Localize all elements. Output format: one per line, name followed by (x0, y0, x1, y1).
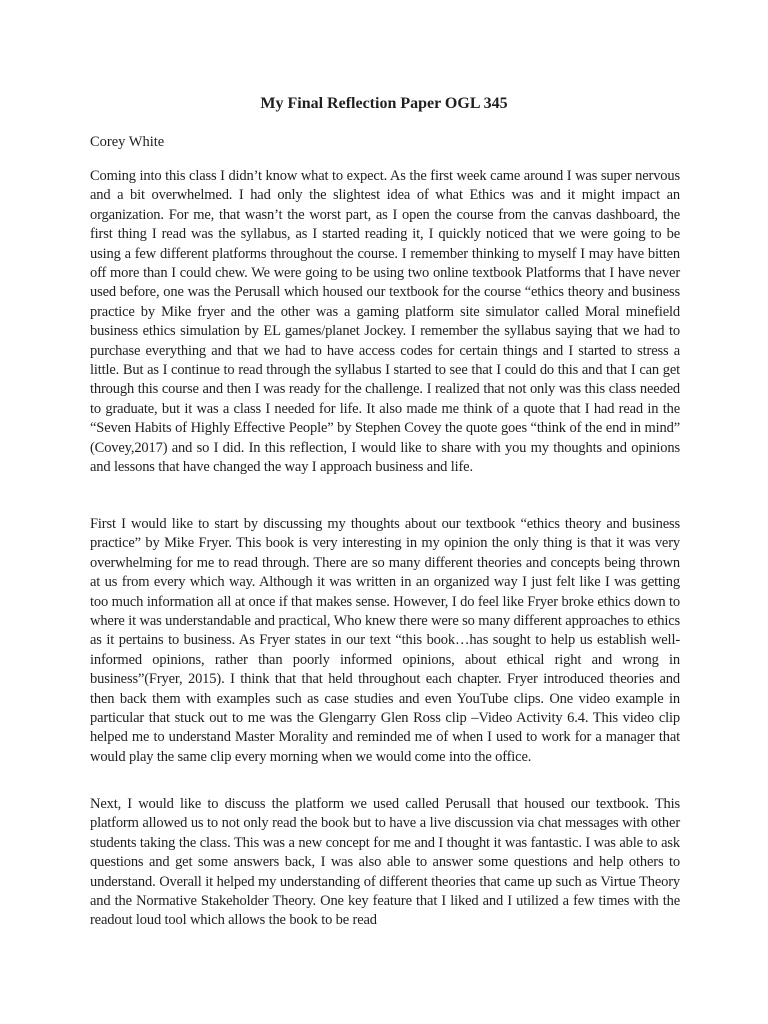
author-name: Corey White (90, 134, 165, 150)
paragraph-textbook: First I would like to start by discussing my thoughts about our textbook “ethics theory and business practice” by Mike Fryer. This book is very interesting in my opinion the only thing is that it was very overwhelming for me to read through. There are so many different theories and concepts being thrown at us from every which way. Although it was written in an organized way I just felt like I was getting too much information all at once if that makes sense. However, I do feel like Fryer broke ethics down to where it was understandable and practical, Who knew there were so many different approaches to ethics as it pertains to business. As Fryer states in our text “this book…has sought to help us establish well-informed opinions, rather than poorly informed opinions, about ethical right and wrong in business”(Fryer, 2015). I think that that held throughout each chapter. Fryer introduced theories and then back them with examples such as case studies and even YouTube clips. One video example in particular that stuck out to me was the Glengarry Glen Ross clip –Video Activity 6.4. This video clip helped me to understand Master Morality and reminded me of when I used to work for a manager that would play the same clip every morning when we would come into the office. (90, 516, 680, 765)
paragraph-perusall: Next, I would like to discuss the platform we used called Perusall that housed our textbook. This platform allowed us to not only read the book but to have a live discussion via chat messages with other students taking the class. This was a new concept for me and I thought it was fantastic. I was able to ask questions and get some answers back, I was also able to answer some questions and help others to understand. Overall it helped my understanding of different theories that came up such as Virtue Theory and the Normative Stakeholder Theory. One key feature that I liked and I utilized a few times with the readout loud tool which allows the book to be read (90, 796, 680, 929)
document-title: My Final Reflection Paper OGL 345 (260, 95, 508, 112)
paragraph-introduction: Coming into this class I didn’t know what to expect. As the first week came around I was super nervous and a bit overwhelmed. I had only the slightest idea of what Ethics was and it might impact an organization. For me, that wasn’t the worst part, as I open the course from the canvas dashboard, the first thing I read was the syllabus, as I started reading it, I quickly noticed that we were going to be using a few different platforms throughout the course. I remember thinking to myself I may have bitten off more than I could chew. We were going to be using two online textbook Platforms that I have never used before, one was the Perusall which housed our textbook for the course “ethics theory and business practice by Mike fryer and the other was a gaming platform site simulator called Moral minefield business ethics simulation by EL games/planet Jockey. I remember the syllabus saying that we had to purchase everything and that we had to have access codes for certain things and I started to stress a little. But as I continue to read through the syllabus I started to see that I could do this and that I can get through this course and then I was ready for the challenge. I realized that not only was this class needed to graduate, but it was a class I needed for life. It also made me think of a quote that I had read in the “Seven Habits of Highly Effective People” by Stephen Covey the quote goes “think of the end in mind” (Covey,2017) and so I did. In this reflection, I would like to share with you my thoughts and opinions and lessons that have changed the way I approach business and life. (90, 168, 680, 476)
